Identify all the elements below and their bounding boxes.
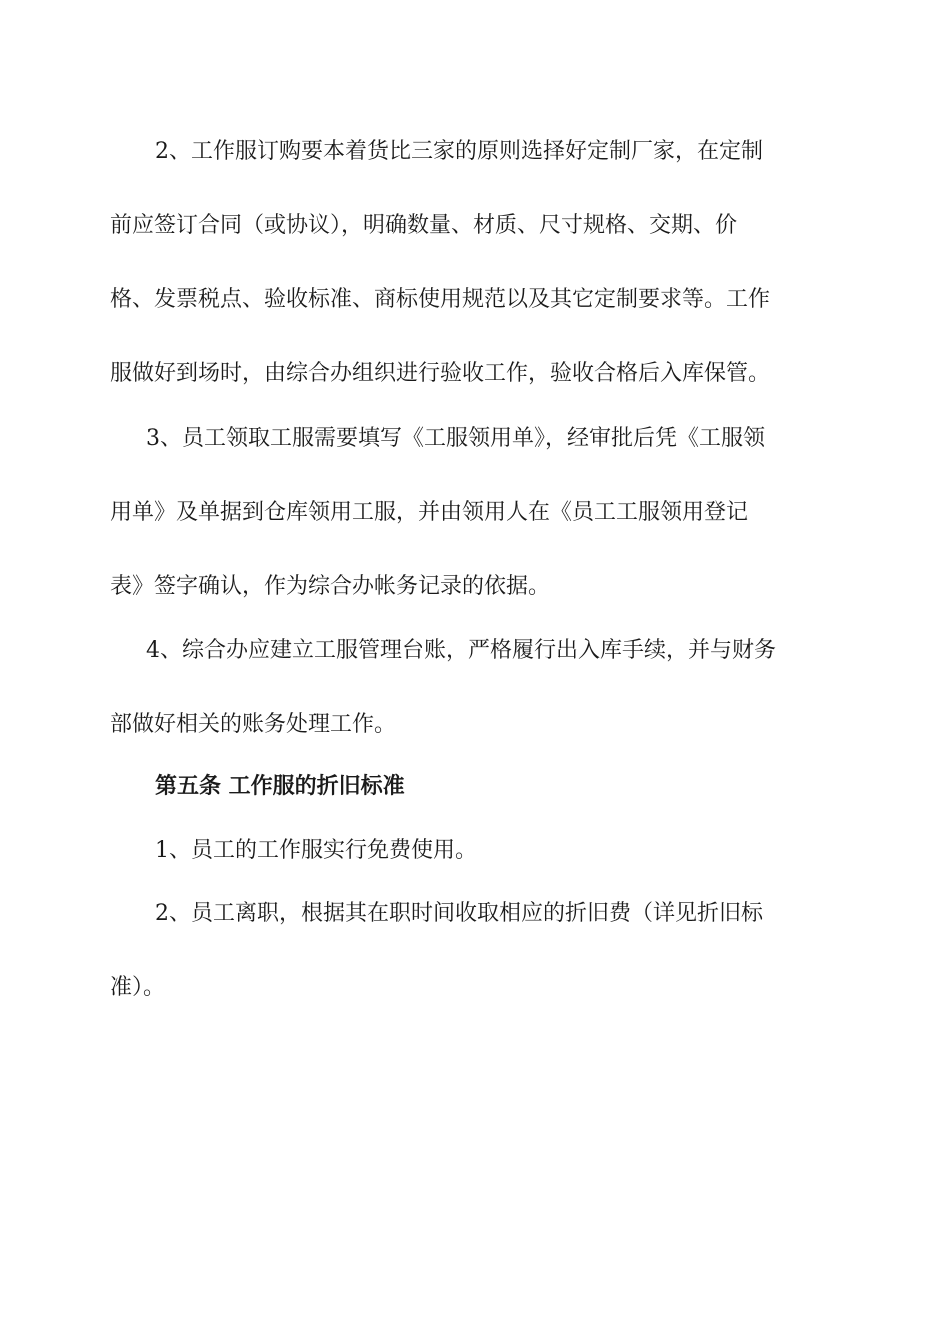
item-1-line-1: 1、员工的工作服实行免费使用。 — [155, 838, 477, 863]
paragraph-2-line-2: 前应签订合同（或协议），明确数量、材质、尺寸规格、交期、价 — [110, 213, 738, 238]
paragraph-4-line-1: 4、综合办应建立工服管理台账，严格履行出入库手续，并与财务 — [146, 638, 776, 663]
item-2-line-2: 准）。 — [110, 975, 166, 1000]
section-heading: 第五条 工作服的折旧标准 — [155, 774, 405, 799]
paragraph-3-line-3: 表》签字确认，作为综合办帐务记录的依据。 — [110, 574, 551, 599]
item-2-line-1: 2、员工离职，根据其在职时间收取相应的折旧费（详见折旧标 — [155, 901, 763, 926]
paragraph-3-line-2: 用单》及单据到仓库领用工服，并由领用人在《员工工服领用登记 — [110, 500, 749, 525]
paragraph-3-line-1: 3、员工领取工服需要填写《工服领用单》，经审批后凭《工服领 — [146, 426, 765, 451]
paragraph-2-line-1: 2、工作服订购要本着货比三家的原则选择好定制厂家，在定制 — [155, 139, 763, 164]
paragraph-2-line-3: 格、发票税点、验收标准、商标使用规范以及其它定制要求等。工作 — [110, 287, 771, 312]
paragraph-4-line-2: 部做好相关的账务处理工作。 — [110, 712, 397, 737]
paragraph-2-line-4: 服做好到场时，由综合办组织进行验收工作，验收合格后入库保管。 — [110, 361, 771, 386]
